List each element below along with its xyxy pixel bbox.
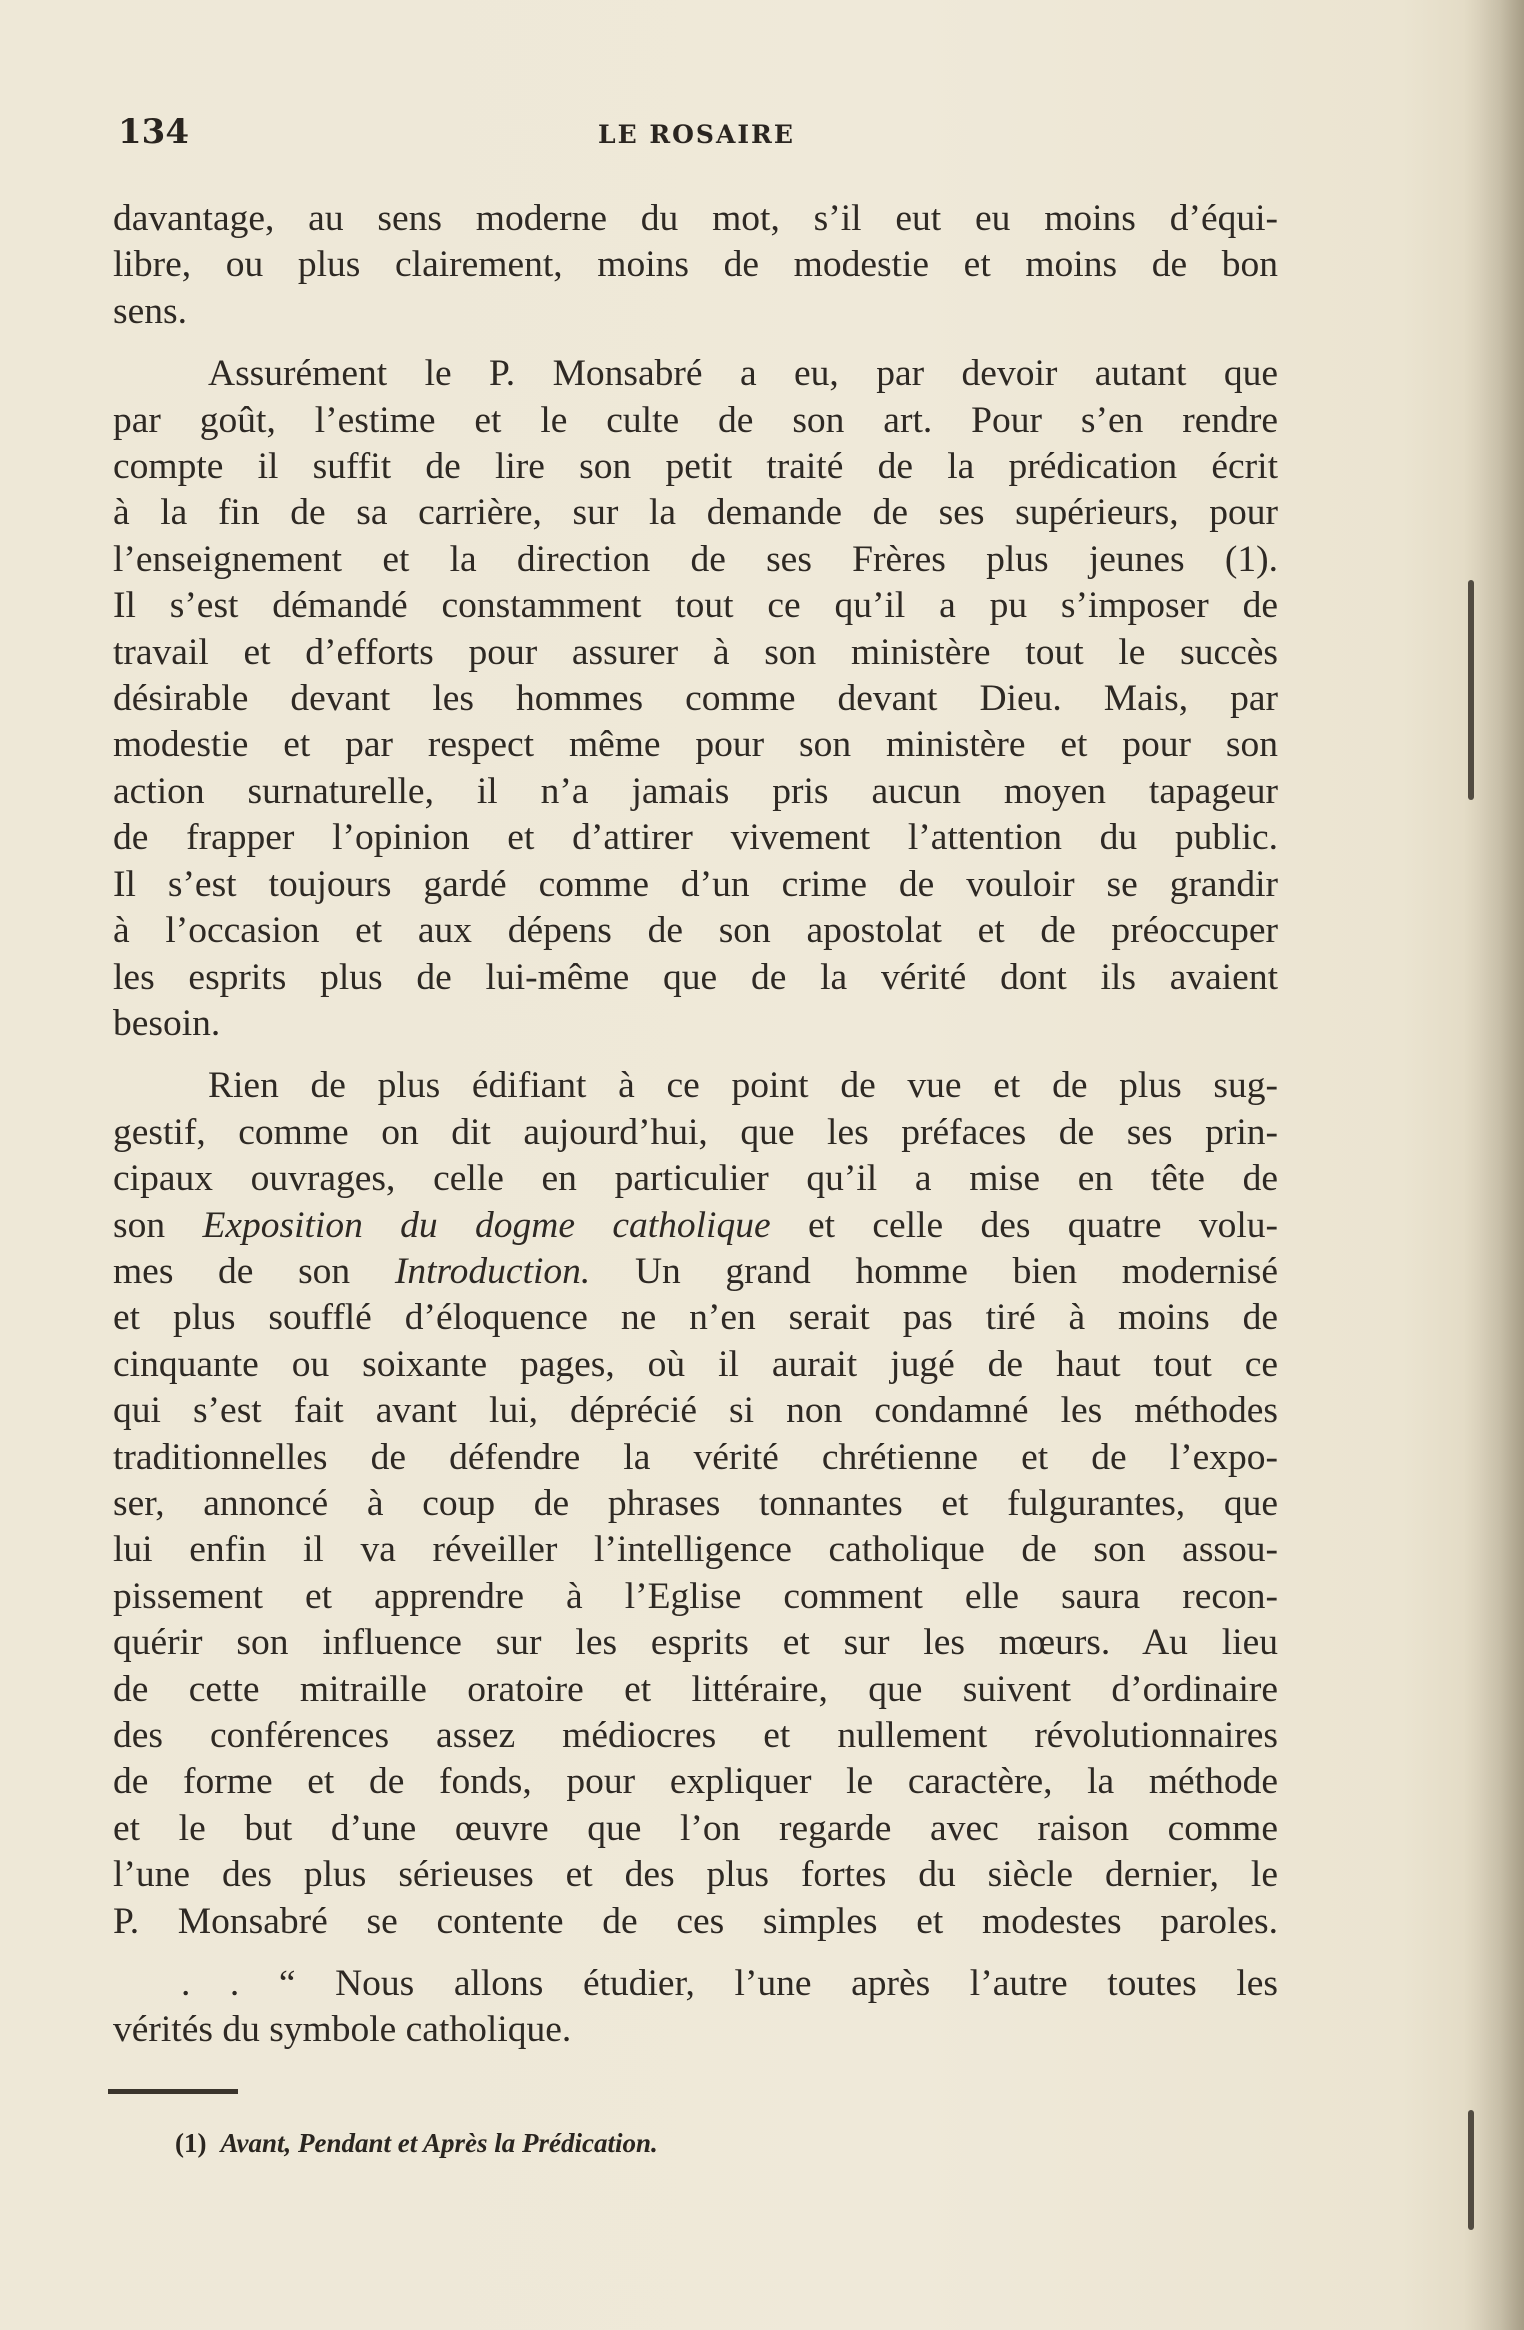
text-line: Rien de plus édifiant à ce point de vue et de plus sug-: [208, 1065, 1278, 1107]
text-line: l’enseignement et la direction de ses Frères plus jeunes (1).: [113, 538, 1278, 580]
text-line: à l’occasion et aux dépens de son apostolat et de préoccuper: [113, 910, 1278, 952]
text-line: action surnaturelle, il n’a jamais pris aucun moyen tapageur: [113, 770, 1278, 812]
paragraph-3: [113, 1063, 1278, 1945]
text-line: lui enfin il va réveiller l’intelligence catholique de son assou-: [113, 1529, 1278, 1571]
body-text: [113, 196, 1278, 2070]
page-edge-mark: [1468, 2110, 1474, 2230]
footnote-text: Avant, Pendant et Après la Prédication.: [220, 2128, 658, 2158]
text-line: sens.: [113, 290, 187, 332]
text-line: libre, ou plus clairement, moins de modestie et moins de bon: [113, 244, 1278, 286]
text-segment: son: [113, 1204, 203, 1246]
text-line: besoin.: [113, 1002, 221, 1044]
text-line: pissement et apprendre à l’Eglise comment elle saura recon-: [113, 1575, 1278, 1617]
text-segment: Un grand homme bien modernisé: [590, 1250, 1278, 1292]
text-line: travail et d’efforts pour assurer à son ministère tout le succès: [113, 631, 1278, 673]
text-line: de forme et de fonds, pour expliquer le caractère, la méthode: [113, 1761, 1278, 1803]
text-line: qui s’est fait avant lui, déprécié si non condamné les méthodes: [113, 1390, 1278, 1432]
text-line: compte il suffit de lire son petit traité de la prédication écrit: [113, 446, 1278, 488]
text-line: Il s’est toujours gardé comme d’un crime de vouloir se grandir: [113, 863, 1278, 905]
text-segment: mes de son: [113, 1250, 395, 1292]
text-line: à la fin de sa carrière, sur la demande de ses supérieurs, pour: [113, 492, 1278, 534]
text-line: davantage, au sens moderne du mot, s’il eut eu moins d’équi-: [113, 198, 1278, 239]
text-line: Assurément le P. Monsabré a eu, par devoir autant que: [208, 353, 1278, 395]
text-line: l’une des plus sérieuses et des plus fortes du siècle dernier, le: [113, 1854, 1278, 1896]
text-line: vérités du symbole catholique.: [113, 2009, 572, 2051]
book-title: Exposition du dogme catholique: [202, 1204, 771, 1246]
page-edge-shadow: [1464, 0, 1524, 2330]
page-header: [118, 112, 1278, 162]
text-line-with-title: [113, 1203, 1278, 1249]
text-line: cipaux ouvrages, celle en particulier qu’il a mise en tête de: [113, 1158, 1278, 1200]
text-line: gestif, comme on dit aujourd’hui, que les préfaces de ses prin-: [113, 1111, 1278, 1153]
page-edge-mark: [1468, 580, 1474, 800]
text-line: par goût, l’estime et le culte de son art. Pour s’en rendre: [113, 399, 1278, 441]
text-line: quérir son influence sur les esprits et sur les mœurs. Au lieu: [113, 1622, 1278, 1664]
running-title: LE ROSAIRE: [598, 120, 795, 149]
text-line-with-title: [113, 1249, 1278, 1295]
text-line: désirable devant les hommes comme devant Dieu. Mais, par: [113, 678, 1278, 720]
footnote: [175, 2128, 658, 2159]
text-line: Il s’est démandé constamment tout ce qu’il a pu s’imposer de: [113, 585, 1278, 627]
text-line: et plus soufflé d’éloquence ne n’en serait pas tiré à moins de: [113, 1297, 1278, 1339]
text-line: et le but d’une œuvre que l’on regarde avec raison comme: [113, 1807, 1278, 1849]
text-line: traditionnelles de défendre la vérité chrétienne et de l’expo-: [113, 1436, 1278, 1478]
text-line: . . “ Nous allons étudier, l’une après l’autre toutes les: [181, 1963, 1278, 2005]
paragraph-1: [113, 196, 1278, 335]
footnote-marker: (1): [175, 2128, 207, 2158]
text-line: les esprits plus de lui-même que de la vérité dont ils avaient: [113, 956, 1278, 998]
text-line: ser, annoncé à coup de phrases tonnantes et fulgurantes, que: [113, 1482, 1278, 1524]
text-line: des conférences assez médiocres et nullement révolutionnaires: [113, 1715, 1278, 1756]
text-segment: et celle des quatre volu-: [770, 1204, 1278, 1246]
paragraph-4: [113, 1961, 1278, 2054]
text-line: P. Monsabré se contente de ces simples et modestes paroles.: [113, 1900, 1278, 1942]
text-line: de frapper l’opinion et d’attirer vivement l’attention du public.: [113, 817, 1278, 859]
paragraph-2: [113, 351, 1278, 1047]
book-title: Introduction.: [394, 1250, 591, 1292]
text-line: cinquante ou soixante pages, où il aurait jugé de haut tout ce: [113, 1343, 1278, 1385]
footnote-rule: [108, 2089, 238, 2094]
page-number: 134: [118, 112, 189, 152]
text-line: modestie et par respect même pour son ministère et pour son: [113, 724, 1278, 766]
text-line: de cette mitraille oratoire et littéraire, que suivent d’ordinaire: [113, 1668, 1278, 1710]
